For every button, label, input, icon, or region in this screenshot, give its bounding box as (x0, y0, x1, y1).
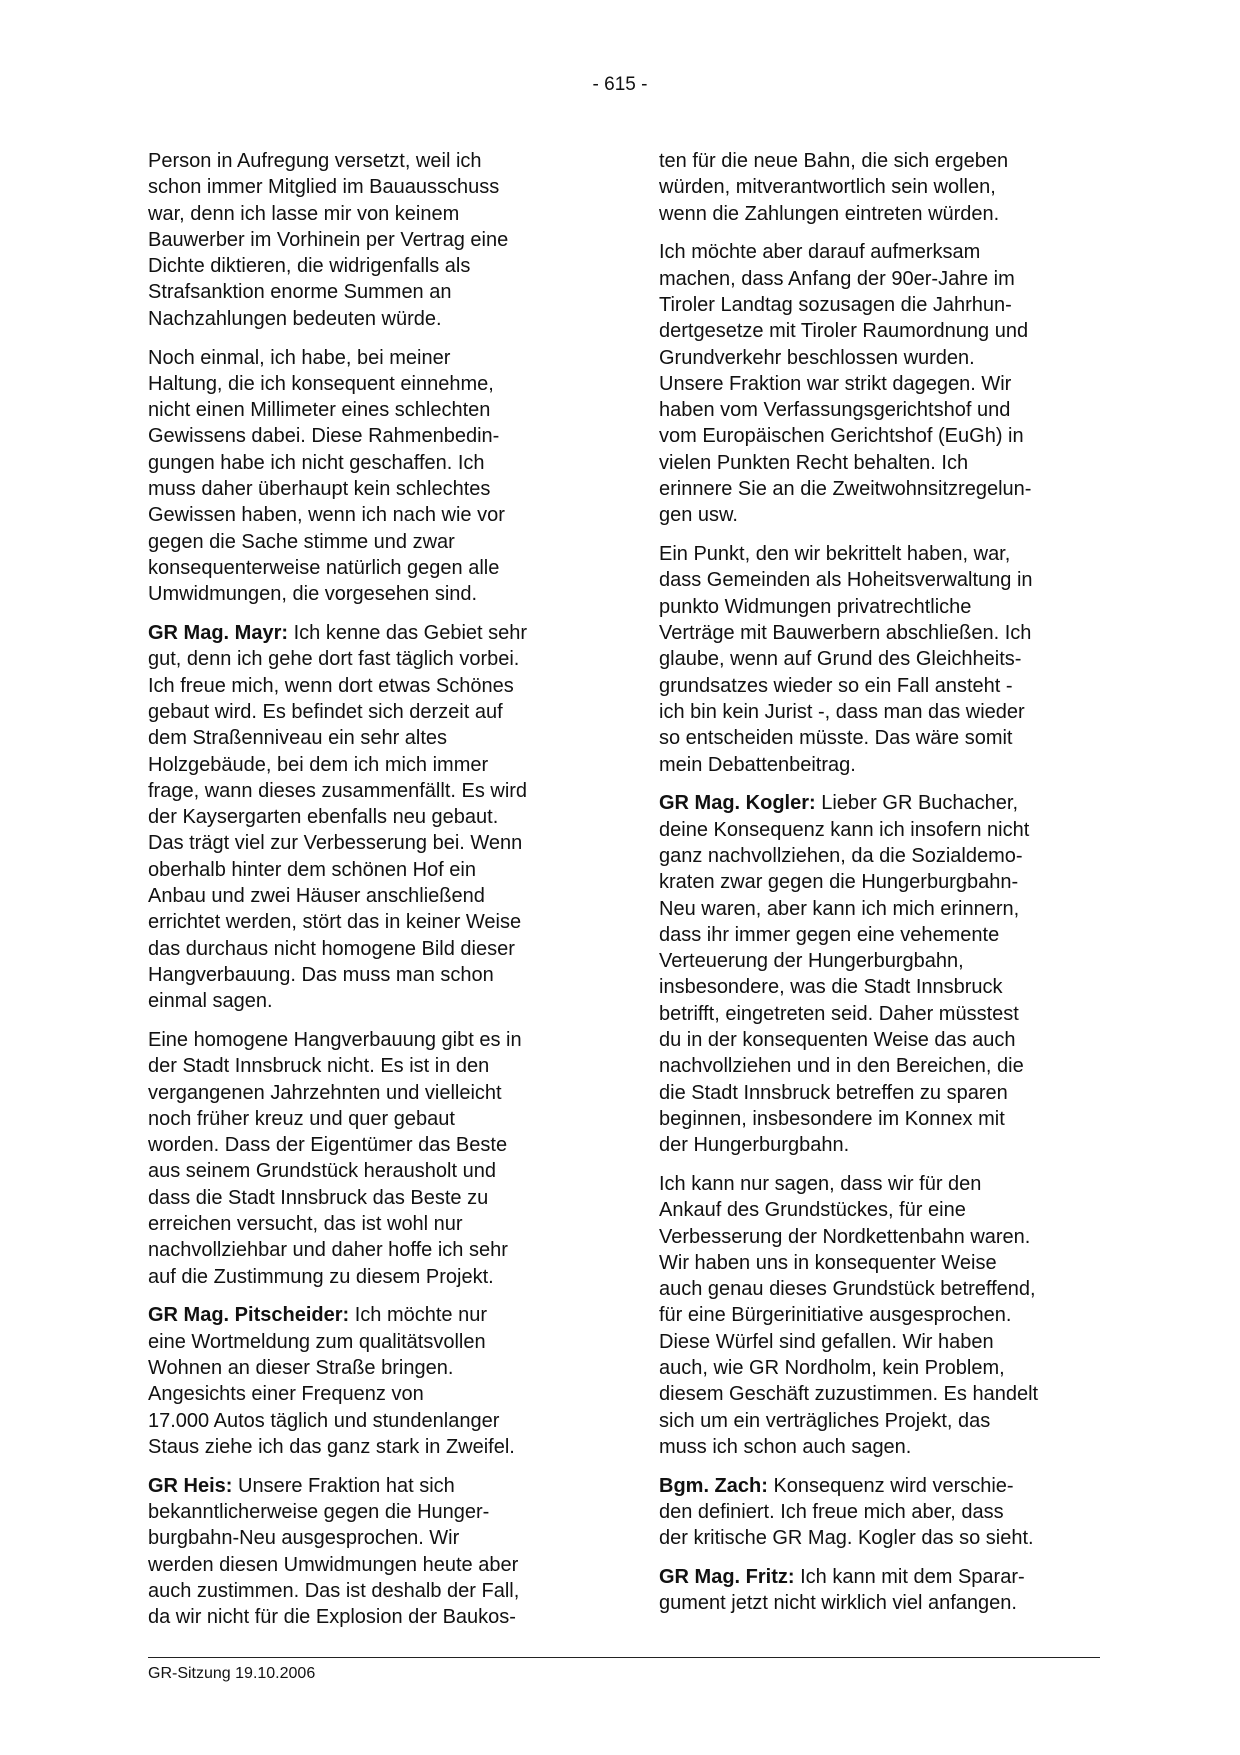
text-line (659, 896, 1104, 922)
text-line (659, 1355, 1104, 1381)
line-text: Hangverbauung. Das muss man schon (148, 963, 494, 986)
line-text: schon immer Mitglied im Bauausschuss (148, 176, 500, 199)
text-line (148, 148, 593, 174)
text-line (659, 345, 1104, 371)
line-text: gen usw. (659, 504, 738, 527)
text-line (659, 1329, 1104, 1355)
line-text: Das trägt viel zur Verbesserung bei. Wenn (148, 832, 523, 855)
line-text: Gewissens dabei. Diese Rahmenbedin- (148, 425, 500, 448)
line-text: Ich kenne das Gebiet sehr (288, 622, 528, 645)
text-line (659, 1001, 1104, 1027)
line-text: da wir nicht für die Explosion der Baukos- (148, 1606, 516, 1629)
text-line (148, 174, 593, 200)
text-line (148, 1106, 593, 1132)
line-text: dass Gemeinden als Hoheitsverwaltung in (659, 569, 1033, 592)
line-text: dass ihr immer gegen eine vehemente (659, 923, 1000, 946)
left-column (148, 148, 593, 1643)
text-line (659, 790, 1104, 816)
text-line (659, 1590, 1104, 1616)
line-text: beginnen, insbesondere im Konnex mit (659, 1107, 1005, 1130)
speaker-name: Bgm. Zach: (659, 1474, 768, 1497)
line-text: auch genau dieses Grundstück betreffend, (659, 1278, 1036, 1301)
text-line (148, 1552, 593, 1578)
line-text: Nachzahlungen bedeuten würde. (148, 307, 442, 330)
text-line (148, 227, 593, 253)
text-line (659, 843, 1104, 869)
text-line (659, 1434, 1104, 1460)
line-text: werden diesen Umwidmungen heute aber (148, 1553, 519, 1576)
line-text: gungen habe ich nicht geschaffen. Ich (148, 451, 485, 474)
line-text: aus seinem Grundstück herausholt und (148, 1160, 496, 1183)
line-text: gegen die Sache stimme und zwar (148, 530, 455, 553)
text-line (148, 1381, 593, 1407)
line-text: Ein Punkt, den wir bekrittelt haben, war, (659, 543, 1011, 566)
text-line (148, 1027, 593, 1053)
line-text: vergangenen Jahrzehnten und vielleicht (148, 1081, 502, 1104)
text-line (659, 239, 1104, 265)
text-line (659, 869, 1104, 895)
text-line (148, 1211, 593, 1237)
line-text: Ich möchte aber darauf aufmerksam (659, 241, 981, 264)
text-line (659, 541, 1104, 567)
line-text: vielen Punkten Recht behalten. Ich (659, 451, 969, 474)
line-text: du in der konsequenten Weise das auch (659, 1029, 1016, 1051)
text-line (148, 936, 593, 962)
paragraph (148, 620, 593, 1014)
page-number: - 615 - (592, 74, 648, 95)
line-text: eine Wortmeldung zum qualitätsvollen (148, 1330, 486, 1353)
text-line (148, 555, 593, 581)
text-line (148, 1185, 593, 1211)
text-line (148, 962, 593, 988)
line-text: das durchaus nicht homogene Bild dieser (148, 937, 515, 960)
line-text: burgbahn-Neu ausgesprochen. Wir (148, 1527, 460, 1550)
text-line (659, 1250, 1104, 1276)
text-line (659, 423, 1104, 449)
text-line (148, 306, 593, 332)
line-text: machen, dass Anfang der 90er-Jahre im (659, 267, 1015, 290)
line-text: Ich kann nur sagen, dass wir für den (659, 1172, 982, 1195)
line-text: kraten zwar gegen die Hungerburgbahn- (659, 871, 1019, 894)
line-text: Strafsanktion enorme Summen an (148, 281, 452, 304)
text-line (659, 1302, 1104, 1328)
text-line (659, 1197, 1104, 1223)
line-text: Grundverkehr beschlossen wurden. (659, 346, 975, 369)
text-line (148, 725, 593, 751)
text-line (659, 974, 1104, 1000)
speaker-name: GR Mag. Kogler: (659, 792, 816, 815)
text-line (148, 883, 593, 909)
text-line (659, 1408, 1104, 1434)
text-line (659, 1564, 1104, 1590)
paragraph (659, 790, 1104, 1158)
speaker-name: GR Heis: (148, 1474, 233, 1497)
line-text: Verbesserung der Nordkettenbahn waren. (659, 1225, 1031, 1248)
line-text: Holzgebäude, bei dem ich mich immer (148, 753, 489, 776)
text-line (659, 594, 1104, 620)
text-line (659, 266, 1104, 292)
text-line (148, 857, 593, 883)
text-line (659, 1132, 1104, 1158)
text-line (148, 371, 593, 397)
paragraph (148, 1302, 593, 1460)
line-text: dem Straßenniveau ein sehr altes (148, 727, 448, 750)
line-text: diesem Geschäft zuzustimmen. Es handelt (659, 1383, 1039, 1406)
paragraph (148, 345, 593, 608)
line-text: einmal sagen. (148, 990, 273, 1013)
line-text: Staus ziehe ich das ganz stark in Zweifel. (148, 1435, 515, 1458)
speaker-name: GR Mag. Fritz: (659, 1566, 795, 1589)
line-text: ganz nachvollziehen, da die Sozialdemo- (659, 844, 1023, 867)
line-text: Ich freue mich, wenn dort etwas Schönes (148, 674, 514, 697)
line-text: Anbau und zwei Häuser anschließend (148, 885, 485, 908)
text-line (659, 922, 1104, 948)
line-text: wenn die Zahlungen eintreten würden. (659, 202, 1000, 225)
line-text: erinnere Sie an die Zweitwohnsitzregelun- (659, 478, 1032, 501)
line-text: Angesichts einer Frequenz von (148, 1383, 424, 1406)
line-text: vom Europäischen Gerichtshof (EuGh) in (659, 425, 1024, 448)
text-line (659, 1080, 1104, 1106)
line-text: mein Debattenbeitrag. (659, 753, 856, 776)
paragraph (148, 148, 593, 332)
text-line (659, 201, 1104, 227)
line-text: Person in Aufregung versetzt, weil ich (148, 150, 482, 172)
text-line (659, 1276, 1104, 1302)
paragraph (659, 1564, 1104, 1617)
line-text: der kritische GR Mag. Kogler das so sieht. (659, 1527, 1034, 1550)
paragraph (659, 239, 1104, 528)
line-text: der Kaysergarten ebenfalls neu gebaut. (148, 806, 499, 829)
line-text: Konsequenz wird verschie- (767, 1474, 1014, 1497)
paragraph (659, 1171, 1104, 1460)
line-text: der Hungerburgbahn. (659, 1134, 850, 1157)
text-line (659, 1525, 1104, 1551)
line-text: würden, mitverantwortlich sein wollen, (659, 176, 996, 199)
text-line (659, 1106, 1104, 1132)
text-line (148, 201, 593, 227)
text-line (659, 620, 1104, 646)
line-text: Wohnen an dieser Straße bringen. (148, 1357, 454, 1380)
text-line (659, 450, 1104, 476)
text-line (148, 1434, 593, 1460)
text-line (148, 1264, 593, 1290)
line-text: Diese Würfel sind gefallen. Wir haben (659, 1330, 994, 1353)
line-text: Gewissen haben, wenn ich nach wie vor (148, 504, 505, 527)
text-line (659, 1053, 1104, 1079)
text-line (659, 292, 1104, 318)
text-line (659, 148, 1104, 174)
text-line (148, 581, 593, 607)
line-text: auf die Zustimmung zu diesem Projekt. (148, 1265, 494, 1288)
text-line (659, 752, 1104, 778)
line-text: war, denn ich lasse mir von keinem (148, 202, 460, 225)
line-text: konsequenterweise natürlich gegen alle (148, 556, 500, 579)
text-line (148, 1053, 593, 1079)
text-line (659, 174, 1104, 200)
line-text: Ankauf des Grundstückes, für eine (659, 1199, 966, 1222)
text-line (659, 502, 1104, 528)
text-line (148, 1355, 593, 1381)
line-text: Bauwerber im Vorhinein per Vertrag eine (148, 228, 509, 251)
line-text: erreichen versucht, das ist wohl nur (148, 1213, 463, 1236)
line-text: gument jetzt nicht wirklich viel anfangen. (659, 1592, 1017, 1615)
line-text: dass die Stadt Innsbruck das Beste zu (148, 1186, 489, 1209)
line-text: errichtet werden, stört das in keiner Weise (148, 911, 522, 934)
text-line (148, 804, 593, 830)
line-text: der Stadt Innsbruck nicht. Es ist in den (148, 1055, 490, 1078)
text-line (148, 1473, 593, 1499)
line-text: auch, wie GR Nordholm, kein Problem, (659, 1357, 1005, 1380)
line-text: den definiert. Ich freue mich aber, dass (659, 1501, 1004, 1524)
text-line (148, 830, 593, 856)
text-line (148, 423, 593, 449)
text-line (148, 1158, 593, 1184)
text-line (148, 778, 593, 804)
text-line (148, 909, 593, 935)
line-text: Tiroler Landtag sozusagen die Jahrhun- (659, 293, 1012, 316)
text-line (659, 1499, 1104, 1525)
text-line (659, 318, 1104, 344)
line-text: Ich kann mit dem Sparar- (794, 1566, 1025, 1589)
text-line (148, 1604, 593, 1630)
speaker-name: GR Mag. Mayr: (148, 622, 289, 645)
text-line (659, 646, 1104, 672)
text-line (659, 948, 1104, 974)
text-line (659, 1027, 1104, 1053)
line-text: nachvollziehbar und daher hoffe ich sehr (148, 1239, 508, 1262)
text-line (148, 529, 593, 555)
line-text: so entscheiden müsste. Das wäre somit (659, 727, 1013, 750)
line-text: Verteuerung der Hungerburgbahn, (659, 950, 964, 973)
text-line (148, 646, 593, 672)
text-line (148, 253, 593, 279)
line-text: haben vom Verfassungsgerichtshof und (659, 399, 1011, 422)
text-line (659, 725, 1104, 751)
line-text: Ich möchte nur (349, 1304, 487, 1327)
line-text: Wir haben uns in konsequenter Weise (659, 1251, 997, 1274)
line-text: gebaut wird. Es befindet sich derzeit auf (148, 700, 503, 723)
line-text: Neu waren, aber kann ich mich erinnern, (659, 897, 1020, 920)
text-line (659, 567, 1104, 593)
footer-session-date: GR-Sitzung 19.10.2006 (148, 1665, 316, 1682)
text-line (148, 1302, 593, 1328)
line-text: ten für die neue Bahn, die sich ergeben (659, 150, 1009, 172)
line-text: sich um ein verträgliches Projekt, das (659, 1409, 991, 1432)
text-line (148, 1408, 593, 1434)
line-text: Haltung, die ich konsequent einnehme, (148, 372, 494, 395)
line-text: Umwidmungen, die vorgesehen sind. (148, 583, 478, 606)
text-line (659, 817, 1104, 843)
line-text: für eine Bürgerinitiative ausgesprochen. (659, 1304, 1012, 1327)
line-text: muss ich schon auch sagen. (659, 1435, 912, 1458)
line-text: gut, denn ich gehe dort fast täglich vorbei. (148, 648, 520, 671)
line-text: worden. Dass der Eigentümer das Beste (148, 1134, 508, 1157)
text-line (659, 1381, 1104, 1407)
text-line (148, 1080, 593, 1106)
line-text: bekanntlicherweise gegen die Hunger- (148, 1501, 490, 1524)
line-text: punkto Widmungen privatrechtliche (659, 595, 972, 618)
line-text: 17.000 Autos täglich und stundenlanger (148, 1409, 500, 1432)
text-line (148, 1329, 593, 1355)
text-line (148, 476, 593, 502)
text-line (148, 699, 593, 725)
paragraph (659, 148, 1104, 227)
line-text: oberhalb hinter dem schönen Hof ein (148, 858, 476, 881)
line-text: Lieber GR Buchacher, (815, 792, 1019, 815)
text-line (148, 620, 593, 646)
text-line (148, 1499, 593, 1525)
line-text: Verträge mit Bauwerbern abschließen. Ich (659, 622, 1032, 645)
line-text: Noch einmal, ich habe, bei meiner (148, 346, 451, 369)
text-line (148, 397, 593, 423)
line-text: dertgesetze mit Tiroler Raumordnung und (659, 320, 1029, 343)
line-text: auch zustimmen. Das ist deshalb der Fall, (148, 1579, 520, 1602)
line-text: nicht einen Millimeter eines schlechten (148, 399, 491, 422)
line-text: glaube, wenn auf Grund des Gleichheits- (659, 648, 1022, 671)
text-line (659, 397, 1104, 423)
line-text: nachvollziehen und in den Bereichen, die (659, 1055, 1024, 1078)
text-line (148, 345, 593, 371)
line-text: insbesondere, was die Stadt Innsbruck (659, 976, 1003, 999)
line-text: die Stadt Innsbruck betreffen zu sparen (659, 1081, 1008, 1104)
text-line (148, 450, 593, 476)
text-line (148, 1237, 593, 1263)
text-line (659, 1224, 1104, 1250)
text-line (659, 476, 1104, 502)
line-text: grundsatzes wieder so ein Fall ansteht - (659, 674, 1013, 697)
text-line (148, 279, 593, 305)
text-line (148, 673, 593, 699)
text-line (659, 1473, 1104, 1499)
line-text: Dichte diktieren, die widrigenfalls als (148, 255, 471, 278)
text-line (148, 1132, 593, 1158)
text-line (148, 988, 593, 1014)
text-line (148, 1525, 593, 1551)
text-line (659, 371, 1104, 397)
right-column (659, 148, 1104, 1629)
paragraph (659, 541, 1104, 778)
line-text: betrifft, eingetreten seid. Daher müsstest (659, 1002, 1019, 1025)
text-line (148, 502, 593, 528)
text-line (659, 699, 1104, 725)
line-text: noch früher kreuz und quer gebaut (148, 1107, 455, 1130)
speaker-name: GR Mag. Pitscheider: (148, 1304, 350, 1327)
line-text: Unsere Fraktion hat sich (232, 1474, 455, 1497)
footer-divider (148, 1657, 1100, 1658)
text-line (659, 1171, 1104, 1197)
line-text: muss daher überhaupt kein schlechtes (148, 478, 491, 501)
text-line (148, 752, 593, 778)
paragraph (148, 1473, 593, 1631)
line-text: ich bin kein Jurist -, dass man das wieder (659, 700, 1025, 723)
line-text: deine Konsequenz kann ich insofern nicht (659, 818, 1030, 841)
line-text: Eine homogene Hangverbauung gibt es in (148, 1029, 522, 1051)
line-text: Unsere Fraktion war strikt dagegen. Wir (659, 372, 1012, 395)
paragraph (148, 1027, 593, 1290)
text-line (659, 673, 1104, 699)
line-text: frage, wann dieses zusammenfällt. Es wird (148, 779, 528, 802)
paragraph (659, 1473, 1104, 1552)
text-line (148, 1578, 593, 1604)
